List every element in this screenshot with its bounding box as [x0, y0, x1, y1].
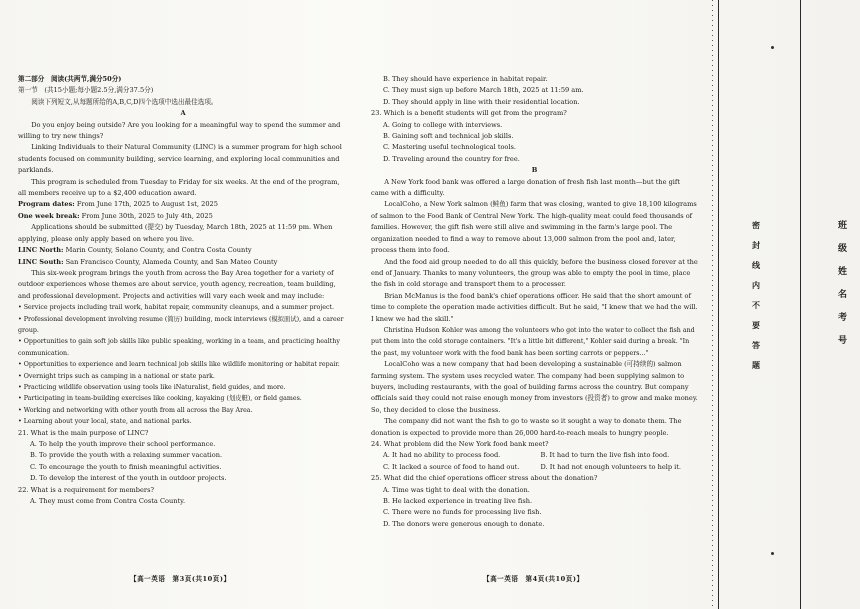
page-footer-3: 【高一英语 第3页(共10页)】 [130, 575, 231, 583]
bullet-item: • Professional development involving resume (简历) building, mock interviews (模拟面试), and a career group. [18, 315, 344, 334]
seal-line-text: 密封线内不要答题 [752, 220, 760, 370]
question-23: 23. Which is a benefit students will get from the program? [371, 109, 567, 118]
bullet-item: • Learning about your local, state, and national parks. [18, 418, 192, 426]
right-column [371, 74, 698, 530]
passage-b-p3: And the food aid group needed to do all this quickly, before the business closed forever at the end of January. Thanks to many volunteers, the group was able to empty the pool in time, place the fish in cold storage and transport them to a processer. [371, 257, 698, 289]
q25-option-c[interactable]: C. There were no funds for processing live fish. [383, 508, 542, 517]
passage-a-p1: Do you enjoy being outside? Are you looking for a meaningful way to spend the summer and willing to try new things? [18, 120, 341, 141]
bullet-item: • Opportunities to experience and learn technical job skills like wildlife monitoring or habitat repair. [18, 361, 340, 369]
question-25: 25. What did the chief operations officer stress about the donation? [371, 474, 598, 483]
q24-option-a[interactable]: A. It had no ability to process food. [383, 451, 501, 460]
scan-mark [771, 46, 774, 49]
break-label: One week break: [18, 211, 80, 220]
q21-option-d[interactable]: D. To develop the interest of the youth in outdoor projects. [30, 474, 227, 483]
q21-option-c[interactable]: C. To encourage the youth to finish meaningful activities. [30, 462, 222, 471]
passage-b-p5: Christina Hudson Kohler was among the volunteers who got into the water to collect the fish and put them into the cold storage containers. "It's a little bit different," Kohler said during a break. "In the past, my volunteer work with the food bank has been sorting carrots or peppers..." [371, 326, 695, 357]
q23-option-a[interactable]: A. Going to college with interviews. [383, 120, 503, 129]
page-footer-4: 【高一英语 第4页(共10页)】 [483, 575, 584, 583]
q21-option-b[interactable]: B. To provide the youth with a relaxing summer vacation. [30, 451, 223, 460]
q22-option-a[interactable]: A. They must come from Contra Costa County. [30, 497, 186, 506]
break-text: From June 30th, 2025 to July 4th, 2025 [81, 211, 213, 220]
bullet-item: • Working and networking with other youth from all across the Bay Area. [18, 406, 253, 414]
passage-a-letter: A [180, 109, 186, 118]
passage-b-p4: Brian McManus is the food bank's chief operations officer. He said that the short amount of time to complete the operation made activities difficult. But he said, "I knew that we had the will. I knew we had the skill." [371, 291, 698, 323]
bullet-item: • Opportunities to gain soft job skills like public speaking, working in a team, and practicing healthy communication. [18, 338, 340, 357]
linc-north [18, 245, 348, 256]
part-title: 第一节 (共15小题;每小题2.5分,满分37.5分) [18, 86, 154, 95]
passage-b-p1: A New York food bank was offered a large donation of fresh fish last month—but the gift came with a difficulty. [371, 177, 681, 198]
program-dates-text: From June 17th, 2025 to August 1st, 2025 [76, 200, 218, 209]
q25-option-b[interactable]: B. He lacked experience in treating live fish. [383, 497, 533, 506]
one-week-break [18, 211, 348, 222]
q24-option-b[interactable]: B. It had to turn the live fish into food. [540, 451, 670, 460]
program-dates [18, 199, 348, 210]
q24-option-d[interactable]: D. It had not enough volunteers to help it. [540, 462, 682, 471]
bullet-item: • Overnight trips such as camping in a national or state park. [18, 372, 215, 380]
passage-b-p7: The company did not want the fish to go to waste so it sought a way to donate them. The donation is expected to provide more than 26,000 hard-to-reach meals to hungry people. [371, 417, 682, 437]
section-title: 第二部分 阅读(共两节,满分50分) [18, 75, 122, 83]
passage-b-letter: B [531, 166, 538, 175]
q23-option-d[interactable]: D. Traveling around the country for free. [383, 154, 520, 163]
passage-b-p2: LocalCoho, a New York salmon (鲑鱼) farm that was closing, wanted to give 18,100 kilograms of salmon to the Food Bank of Central New York. The high-quality meat could feed thousands of families. However, the gift fish were still alive and swimming in the farm's large pool. The organization needed to find a way to remove about 13,000 salmon from the pool and, later, process them into food. [371, 200, 697, 255]
q25-option-a[interactable]: A. Time was tight to deal with the donation. [383, 485, 530, 494]
passage-a-p2: Linking Individuals to their Natural Community (LINC) is a summer program for high school students focused on community building, service learning, and exploring local communities and parklands. [18, 143, 342, 175]
q22-option-d[interactable]: D. They should apply in line with their residential location. [383, 97, 580, 106]
linc-north-text: Marin County, Solano County, and Contra Costa County [65, 246, 252, 255]
passage-b-p6: LocalCoho was a new company that had been developing a sustainable (可持续的) salmon farming system. The system uses recycled water. The company had been supplying salmon to buyers, including restaurants, with the goal of building farms across the country. But company officials said they could not raise enough money from investors (投资者) to grow and make money. So, they decided to close the business. [371, 360, 698, 414]
passage-a-p4: Applications should be submitted (提交) by Tuesday, March 18th, 2025 at 11:59 pm. When applying, please only apply based on where you live. [18, 223, 333, 243]
binding-line [718, 0, 719, 609]
margin-divider [800, 0, 801, 609]
linc-north-label: LINC North: [18, 246, 64, 255]
program-dates-label: Program dates: [18, 200, 75, 209]
q23-option-b[interactable]: B. Gaining soft and technical job skills. [383, 132, 514, 141]
linc-south-text: San Francisco County, Alameda County, and San Mateo County [65, 257, 278, 266]
student-info-label: 班级姓名考号 [838, 221, 848, 346]
linc-south-label: LINC South: [18, 257, 64, 266]
question-21: 21. What is the main purpose of LINC? [18, 428, 149, 437]
q22-option-c[interactable]: C. They must sign up before March 18th, 2025 at 11:59 am. [383, 86, 584, 95]
q23-option-c[interactable]: C. Mastering useful technological tools. [383, 143, 516, 152]
bullet-item: • Service projects including trail work, habitat repair, community cleanups, and a summer project. [18, 304, 335, 312]
bullet-item: • Practicing wildlife observation using tools like iNaturalist, field guides, and more. [18, 383, 286, 391]
q22-option-b[interactable]: B. They should have experience in habitat repair. [383, 75, 548, 83]
left-column [18, 74, 348, 507]
q24-options-row-1 [371, 450, 698, 461]
binding-dotted-line [712, 0, 713, 609]
question-22: 22. What is a requirement for members? [18, 485, 154, 494]
q24-option-c[interactable]: C. It lacked a source of food to hand out. [383, 462, 520, 471]
q24-options-row-2 [371, 462, 698, 473]
bullet-item: • Participating in team-building exercises like cooking, kayaking (划皮艇), or field games. [18, 395, 302, 403]
passage-a-p3: This program is scheduled from Tuesday to Friday for six weeks. At the end of the program, all members receive up to a $2,400 education award. [18, 177, 340, 198]
scan-mark [771, 552, 774, 555]
passage-a-p5: This six-week program brings the youth from across the Bay Area together for a variety of outdoor experiences whose themes are about service, youth agency, recreation, team building, and professional development. Projects and activities will vary each week and may include: [18, 268, 336, 300]
linc-south [18, 257, 348, 268]
q21-option-a[interactable]: A. To help the youth improve their school performance. [30, 440, 216, 448]
q25-option-d[interactable]: D. The donors were generous enough to donate. [383, 519, 545, 528]
question-24: 24. What problem did the New York food bank meet? [371, 440, 549, 448]
instruction: 阅读下列短文,从每题所给的A,B,C,D四个选项中选出最佳选项。 [31, 97, 218, 106]
